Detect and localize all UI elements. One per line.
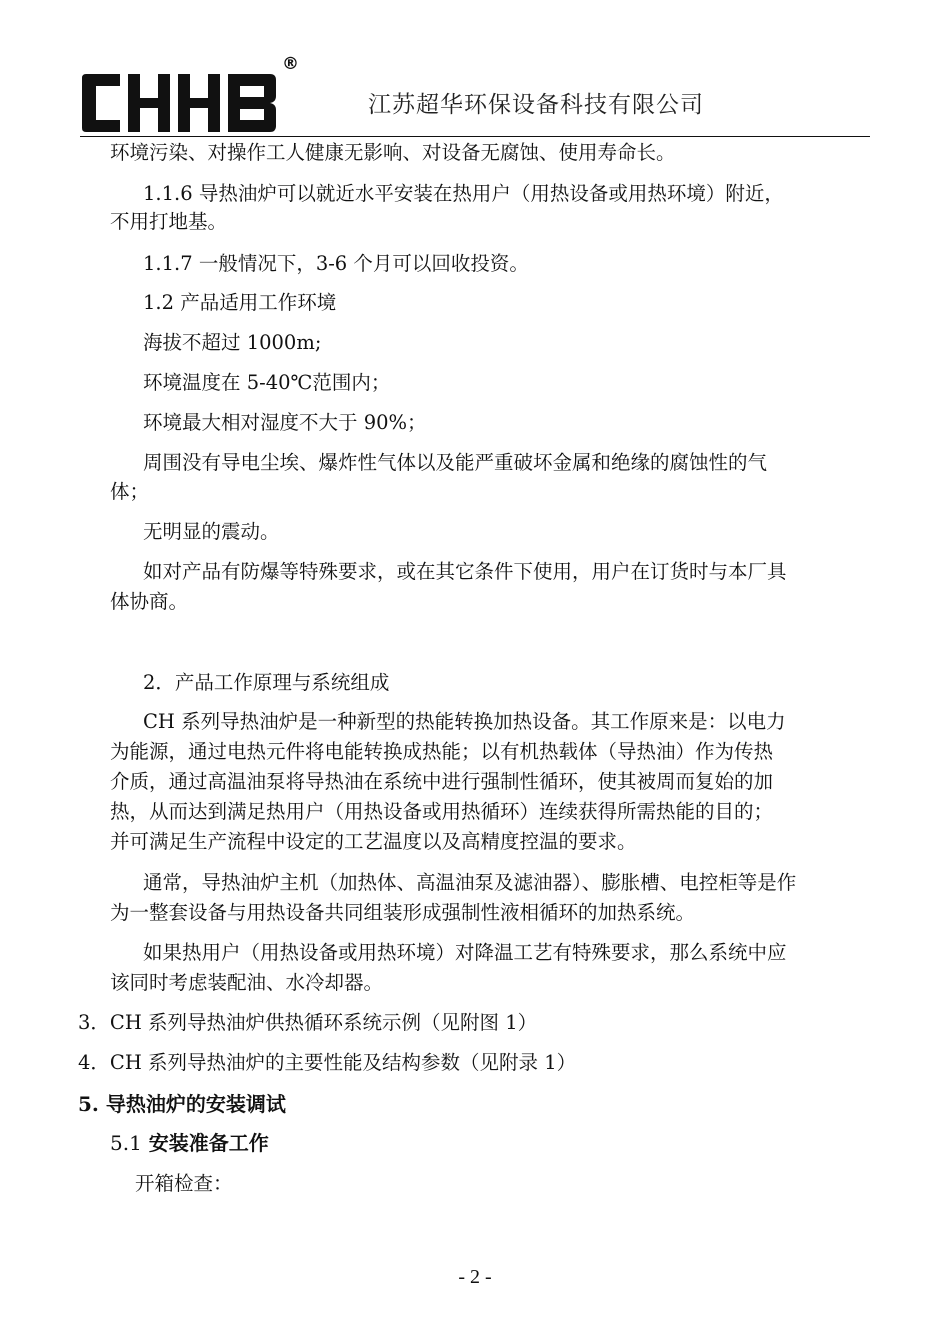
paragraph-line: 该同时考虑装配油、水冷却器。 (110, 971, 384, 994)
registered-mark: ® (282, 54, 299, 74)
section-title: 1.2 产品适用工作环境 (143, 291, 337, 314)
company-name: 江苏超华环保设备科技有限公司 (368, 92, 704, 118)
paragraph-line: 开箱检查： (135, 1172, 233, 1195)
paragraph-line: 通常，导热油炉主机（加热体、高温油泵及滤油器）、膨胀槽、电控柜等是作 (143, 871, 797, 894)
paragraph-line: 体协商。 (110, 590, 189, 613)
section-title: 2．产品工作原理与系统组成 (143, 671, 390, 694)
paragraph-line: 环境污染、对操作工人健康无影响、对设备无腐蚀、使用寿命长。 (110, 141, 676, 164)
paragraph-line: 并可满足生产流程中设定的工艺温度以及高精度控温的要求。 (110, 830, 637, 853)
paragraph-line: 周围没有导电尘埃、爆炸性气体以及能严重破坏金属和绝缘的腐蚀性的气 (143, 451, 768, 474)
paragraph-line: 环境最大相对湿度不大于 90%； (143, 411, 427, 434)
paragraph-line: 无明显的震动。 (143, 520, 280, 543)
heading-text: 安装准备工作 (148, 1131, 269, 1155)
paragraph-line: 为能源，通过电热元件将电能转换成热能；以有机热载体（导热油）作为传热 (110, 740, 774, 763)
heading-text: 导热油炉的安装调试 (105, 1092, 286, 1116)
heading-number: 5.1 (110, 1131, 142, 1155)
chhb-logo (80, 72, 280, 134)
paragraph-line: 为一整套设备与用热设备共同组装形成强制性液相循环的加热系统。 (110, 901, 696, 924)
list-item: 4．CH 系列导热油炉的主要性能及结构参数（见附录 1） (78, 1051, 577, 1074)
paragraph-line: 海拔不超过 1000m; (143, 331, 322, 354)
list-item: 3．CH 系列导热油炉供热循环系统示例（见附图 1） (78, 1011, 538, 1034)
paragraph-line: 热，从而达到满足热用户（用热设备或用热循环）连续获得所需热能的目的； (110, 800, 774, 823)
paragraph-line: 环境温度在 5-40℃范围内； (143, 371, 391, 394)
page-number: - 2 - (458, 1266, 492, 1288)
paragraph-line: 如果热用户（用热设备或用热环境）对降温工艺有特殊要求，那么系统中应 (143, 941, 787, 964)
paragraph-line: 如对产品有防爆等特殊要求，或在其它条件下使用，用户在订货时与本厂具 (143, 560, 787, 583)
header-divider (80, 136, 870, 137)
section-heading-5 (78, 1091, 286, 1117)
paragraph-line: CH 系列导热油炉是一种新型的热能转换加热设备。其工作原来是：以电力 (143, 710, 786, 733)
paragraph-line: 体； (110, 480, 150, 503)
paragraph-line: 1.1.6 导热油炉可以就近水平安装在热用户（用热设备或用热环境）附近， (143, 182, 784, 205)
page-header (0, 0, 950, 140)
heading-number: 5. (78, 1092, 99, 1116)
section-heading-5-1 (110, 1130, 269, 1156)
paragraph-line: 1.1.7 一般情况下，3-6 个月可以回收投资。 (143, 252, 529, 275)
paragraph-line: 不用打地基。 (110, 210, 228, 233)
paragraph-line: 介质，通过高温油泵将导热油在系统中进行强制性循环，使其被周而复始的加 (110, 770, 774, 793)
